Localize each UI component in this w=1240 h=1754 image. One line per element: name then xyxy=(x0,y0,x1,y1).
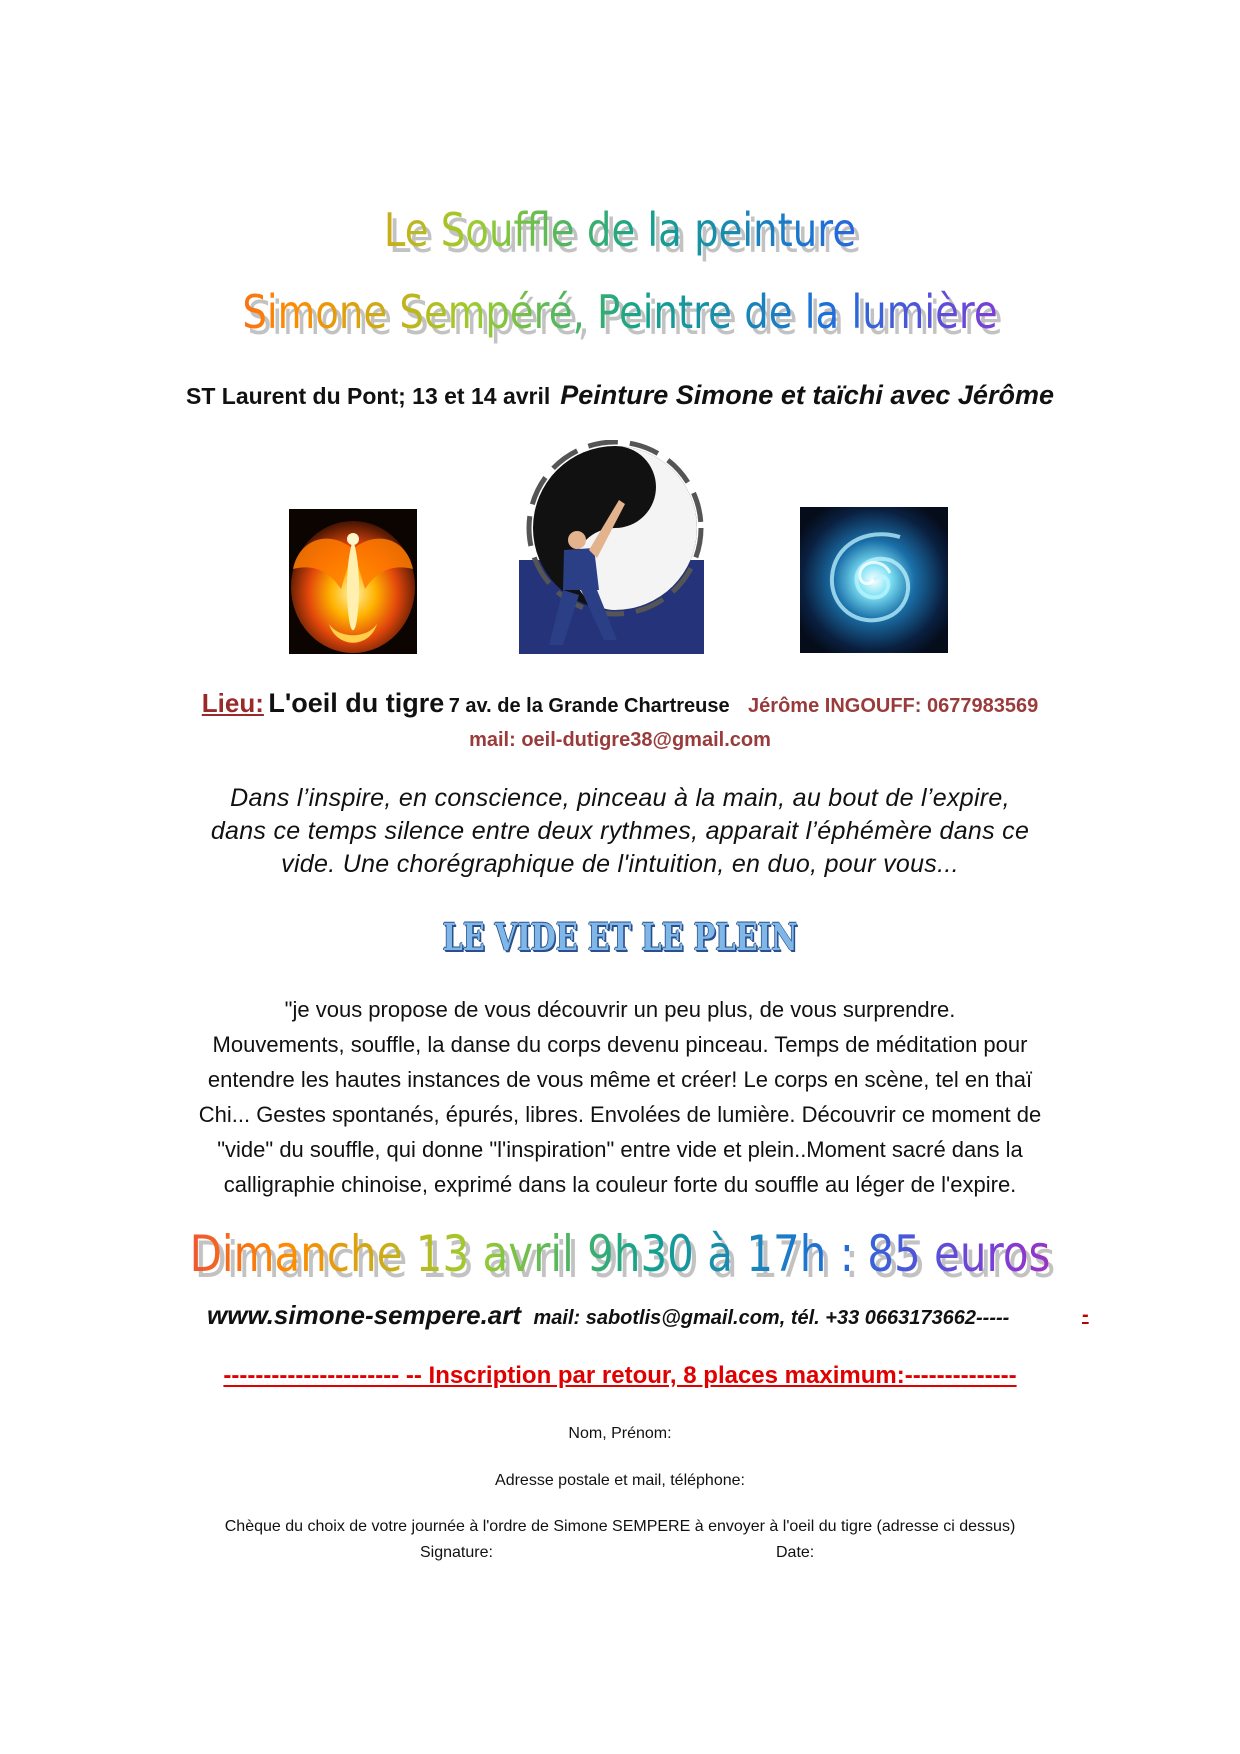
description-paragraph xyxy=(0,992,1240,1202)
venue-address: 7 av. de la Grande Chartreuse xyxy=(448,695,730,717)
venue-contact-phone: Jérôme INGOUFF: 0677983569 xyxy=(748,695,1039,717)
description-line: Mouvements, souffle, la danse du corps devenu pinceau. Temps de méditation pour xyxy=(212,1032,1028,1057)
website-link[interactable]: www.simone-sempere.art xyxy=(207,1300,522,1330)
description-line: entendre les hautes instances de vous même et créer! Le corps en scène, tel en thaï xyxy=(207,1067,1033,1092)
location-label: Lieu: xyxy=(201,688,264,718)
form-address-label: Adresse postale et mail, téléphone: xyxy=(495,1472,745,1489)
subtitle-activities: Peinture Simone et taïchi avec Jérôme xyxy=(560,380,1054,410)
event-date-price: Dimanche 13 avril 9h30 à 17h : 85 euros xyxy=(99,1225,1141,1283)
description-line: Chi... Gestes spontanés, épurés, libres. Envolées de lumière. Découvrir ce moment de xyxy=(198,1102,1042,1127)
title-simone-sempere: Simone Sempéré, Peintre de la lumière xyxy=(99,285,1141,339)
subtitle xyxy=(0,380,1240,411)
description-line: "je vous propose de vous découvrir un peu plus, de vous surprendre. xyxy=(284,997,956,1022)
form-cheque-label: Chèque du choix de votre journée à l'ordre de Simone SEMPERE à envoyer à l'oeil du tigre (adresse ci dessus) xyxy=(224,1518,1016,1535)
title-souffle-peinture: Le Souffle de la peinture xyxy=(99,203,1141,257)
poem-line: vide. Une chorégraphique de l'intuition, en duo, pour vous... xyxy=(281,850,959,878)
venue-email: mail: oeil-dutigre38@gmail.com xyxy=(469,729,771,751)
contact-dash: - xyxy=(1082,1304,1089,1326)
form-signature-label: Signature: xyxy=(420,1544,493,1561)
subtitle-location-dates: ST Laurent du Pont; 13 et 14 avril xyxy=(186,383,551,409)
description-line: calligraphie chinoise, exprimé dans la couleur forte du souffle au léger de l'expire. xyxy=(223,1172,1017,1197)
location-line xyxy=(0,688,1240,719)
phoenix-image xyxy=(289,509,417,654)
form-name-label: Nom, Prénom: xyxy=(568,1425,672,1442)
venue-name: L'oeil du tigre xyxy=(268,688,445,718)
contact-email-phone: mail: sabotlis@gmail.com, tél. +33 0663173662----- xyxy=(533,1307,1010,1329)
description-line: "vide" du souffle, qui donne "l'inspiration" entre vide et plein..Moment sacré dans la xyxy=(217,1137,1023,1162)
contact-line xyxy=(207,1300,1089,1331)
poem-line: dans ce temps silence entre deux rythmes, apparait l’éphémère dans ce xyxy=(210,817,1030,845)
poem-line: Dans l’inspire, en conscience, pinceau à la main, au bout de l’expire, xyxy=(230,784,1010,812)
yin-yang-taichi-image xyxy=(519,440,704,654)
form-date-label: Date: xyxy=(776,1544,815,1561)
subheading-vide-plein: LE VIDE ET LE PLEIN xyxy=(442,915,798,959)
signup-heading: ---------------------- -- Inscription par retour, 8 places maximum:-------------- xyxy=(223,1362,1017,1389)
blue-spiral-image xyxy=(800,507,948,653)
poem-paragraph xyxy=(0,782,1240,881)
